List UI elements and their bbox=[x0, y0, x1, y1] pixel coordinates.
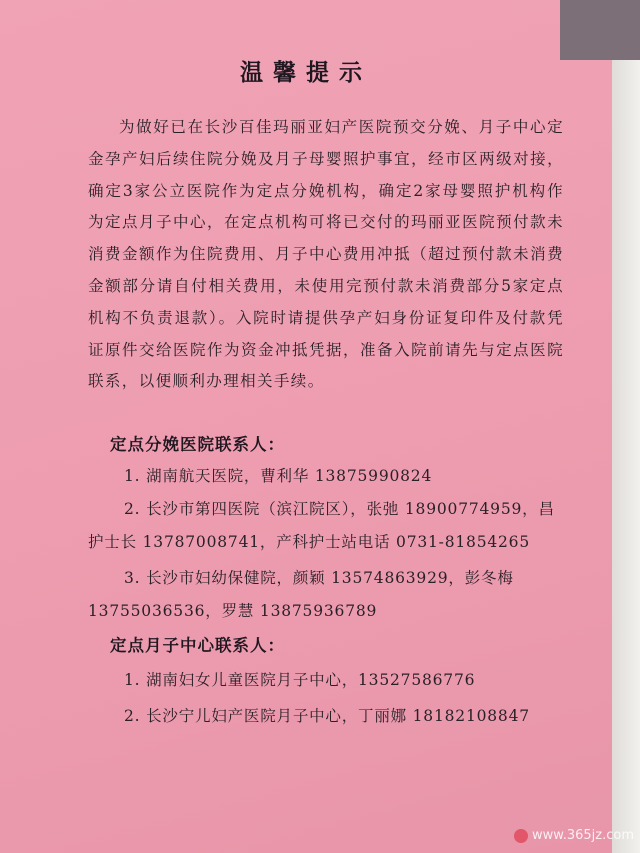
document-body: 为做好已在长沙百佳玛丽亚妇产医院预交分娩、月子中心定金孕产妇后续住院分娩及月子母婴照护事宜，经市区两级对接，确定3家公立医院作为定点分娩机构，确定2家母婴照护机构作为定点月子中心，在定点机构可将已交付的玛丽亚医院预付款未消费金额作为住院费用、月子中心费用冲抵（超过预付款未消费金额部分请自付相关费用，未使用完预付款未消费部分5家定点机构不负责退款）。入院时请提供孕产妇身份证复印件及付款凭证原件交给医院作为资金冲抵凭据，准备入院前请先与定点医院联系，以便顺利办理相关手续。 bbox=[88, 118, 564, 391]
confinement-center-1 bbox=[88, 664, 564, 697]
contact-line-text: 2. 长沙宁儿妇产医院月子中心，丁丽娜 18182108847 bbox=[124, 707, 530, 725]
watermark-logo-icon bbox=[514, 829, 528, 843]
contact-line-text: 3. 长沙市妇幼保健院，颜颖 13574863929，彭冬梅 bbox=[124, 569, 514, 587]
confinement-center-2 bbox=[88, 700, 564, 733]
contact-line-text: 2. 长沙市第四医院（滨江院区），张弛 18900774959，昌 bbox=[124, 500, 555, 518]
contact-line-text: 1. 湖南航天医院，曹利华 13875990824 bbox=[124, 467, 433, 485]
background-corner bbox=[560, 0, 640, 60]
document-title: 温馨提示 bbox=[240, 60, 372, 86]
contact-line-text: 护士长 13787008741，产科护士站电话 0731-81854265 bbox=[88, 533, 531, 551]
contact-line-text: 13755036536，罗慧 13875936789 bbox=[88, 602, 378, 620]
watermark-text: www.365jz.com bbox=[532, 828, 634, 843]
delivery-hospital-1 bbox=[88, 460, 564, 493]
contact-line-text: 1. 湖南妇女儿童医院月子中心，13527586776 bbox=[124, 671, 476, 689]
delivery-hospital-3 bbox=[88, 562, 564, 628]
site-watermark bbox=[514, 828, 634, 843]
delivery-hospitals-heading: 定点分娩医院联系人： bbox=[110, 435, 285, 454]
delivery-hospital-2 bbox=[88, 493, 564, 559]
confinement-centers-heading: 定点月子中心联系人： bbox=[110, 636, 285, 655]
